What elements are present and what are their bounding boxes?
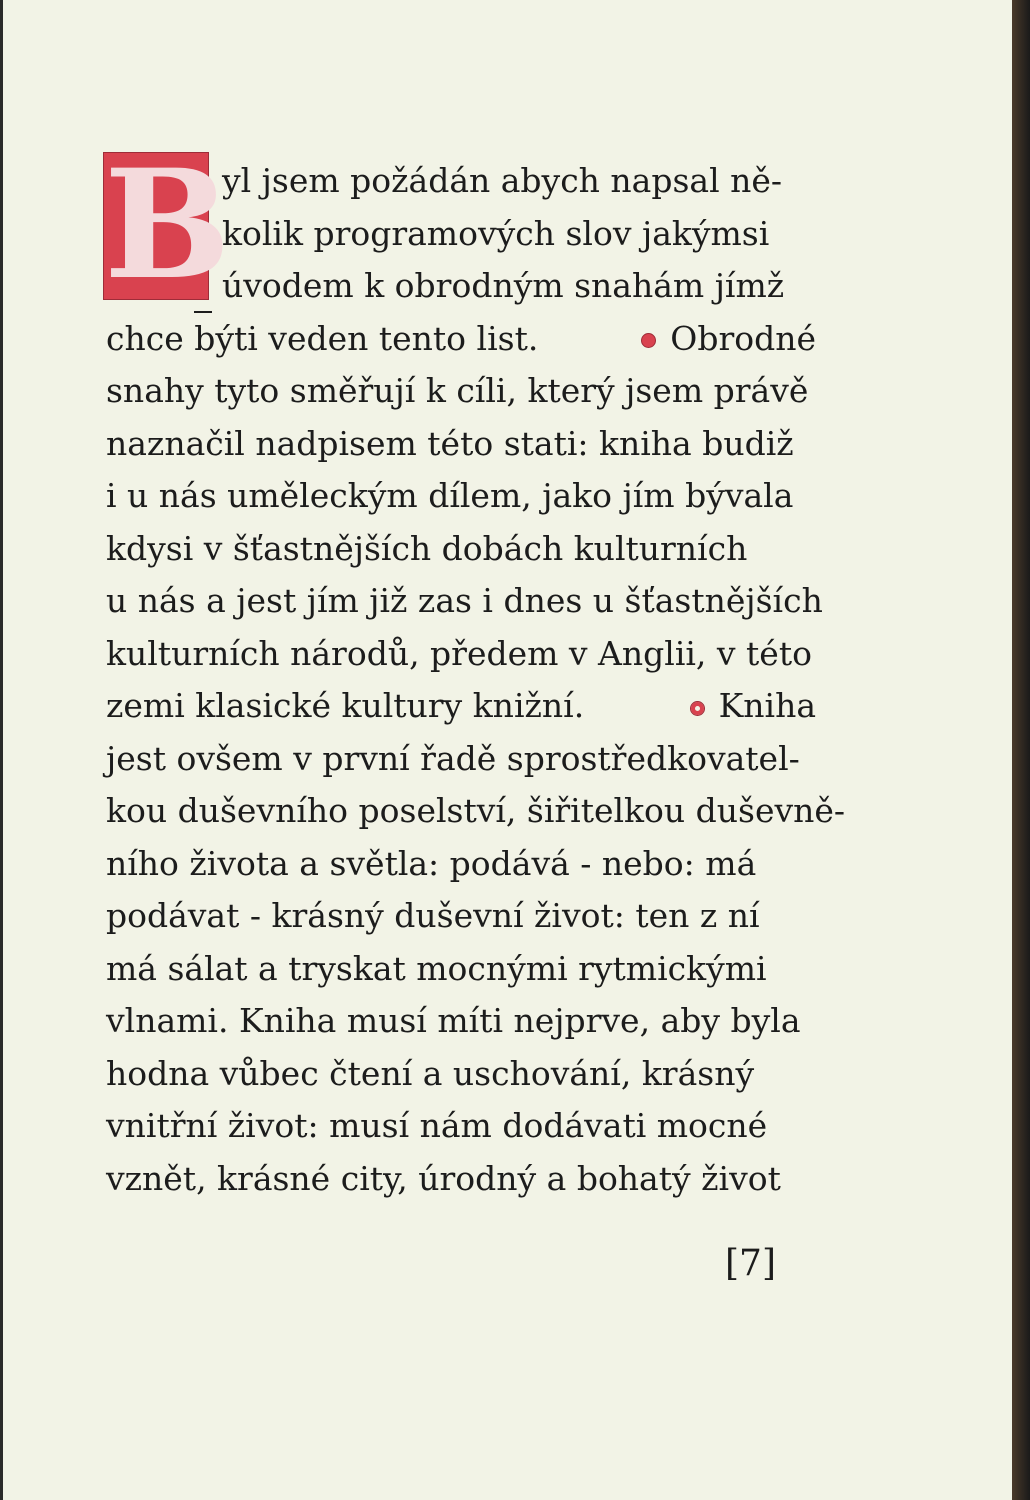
text-line: yl jsem požádán abych napsal ně- [222,161,783,200]
text-line: zemi klasické kultury knižní. Kniha [106,686,816,725]
text-line: kou duševního poselství, šiřitelkou duševně- [106,791,846,830]
text-line: kolik programových slov jakýmsi [222,213,770,253]
text-line: úvodem k obrodným snahám jímž [222,266,785,305]
text-line: podávat - krásný duševní život: ten z ní [106,896,760,935]
text-line: vlnami. Kniha musí míti nejprve, aby byla [106,1001,801,1040]
body-text [106,155,846,1205]
paragraph-mark-icon [641,333,656,348]
text-line: má sálat a tryskat mocnými rytmickými [106,948,767,988]
text-line: chce býti veden tento list. Obrodné [106,318,816,358]
initial-letter: B [104,137,231,313]
book-edge [1012,0,1030,1500]
paragraph-mark-icon [690,701,705,716]
text-line: naznačil nadpisem této stati: kniha budiž [106,423,794,463]
text-line: kulturních národů, předem v Anglii, v této [106,633,812,673]
text-line: u nás a jest jím již zas i dnes u šťastnějších [106,581,823,620]
text-line: i u nás uměleckým dílem, jako jím bývala [106,476,794,515]
text-line: jest ovšem v první řadě sprostředkovatel- [106,738,800,778]
text-line: vznět, krásné city, úrodný a bohatý život [106,1158,781,1198]
text-line: ního života a světla: podává - nebo: má [106,843,757,883]
text-line: vnitřní život: musí nám dodávati mocné [106,1106,768,1145]
text-line: kdysi v šťastnějších dobách kulturních [106,528,748,568]
text-line: hodna vůbec čtení a uschování, krásný [106,1053,755,1093]
page-number: [7] [725,1243,776,1284]
text-line: snahy tyto směřují k cíli, který jsem právě [106,371,809,410]
